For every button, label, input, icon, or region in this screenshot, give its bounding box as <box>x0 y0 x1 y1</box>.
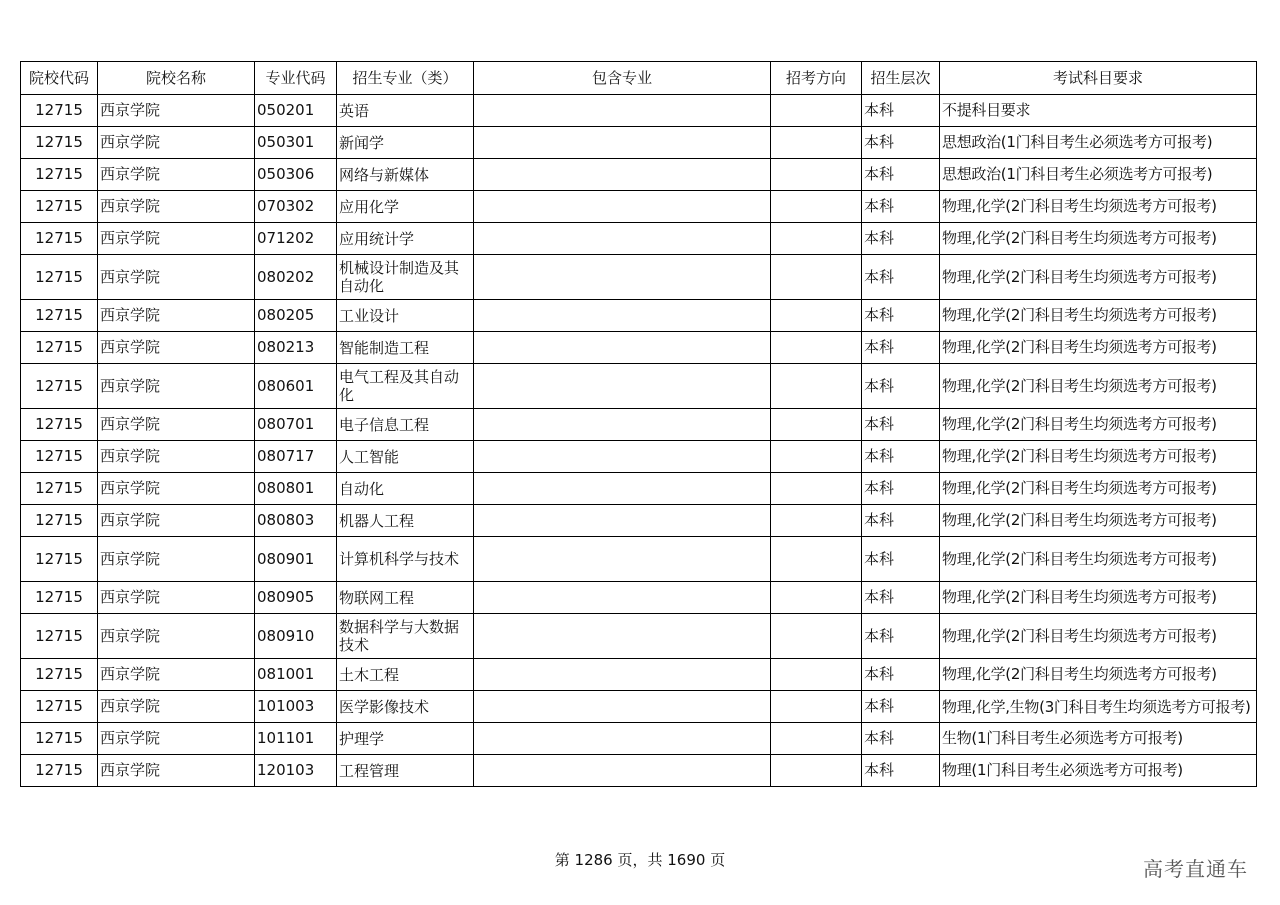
subject-requirement-cell: 物理,化学(2门科目考生均须选考方可报考) <box>940 659 1257 691</box>
school-code-cell: 12715 <box>21 473 98 505</box>
level-cell: 本科 <box>862 191 940 223</box>
direction-cell <box>771 127 862 159</box>
major-code-cell: 101003 <box>255 691 337 723</box>
table-body <box>21 95 1257 787</box>
level-cell: 本科 <box>862 364 940 409</box>
subject-requirement-cell: 物理,化学(2门科目考生均须选考方可报考) <box>940 505 1257 537</box>
table-row <box>21 659 1257 691</box>
major-code-cell: 080202 <box>255 255 337 300</box>
school-name-cell: 西京学院 <box>98 755 255 787</box>
major-code-cell: 050201 <box>255 95 337 127</box>
admission-table <box>20 61 1257 787</box>
school-code-cell: 12715 <box>21 755 98 787</box>
table-row <box>21 582 1257 614</box>
direction-cell <box>771 441 862 473</box>
school-code-cell: 12715 <box>21 614 98 659</box>
school-code-cell: 12715 <box>21 159 98 191</box>
subject-requirement-cell: 物理,化学(2门科目考生均须选考方可报考) <box>940 332 1257 364</box>
direction-cell <box>771 223 862 255</box>
school-name-cell: 西京学院 <box>98 582 255 614</box>
level-cell: 本科 <box>862 505 940 537</box>
level-cell: 本科 <box>862 332 940 364</box>
included-majors-cell <box>474 223 771 255</box>
watermark-text: 高考直通车 <box>1143 857 1248 881</box>
major-name-cell: 数据科学与大数据技术 <box>337 614 474 659</box>
included-majors-cell <box>474 332 771 364</box>
major-code-cell: 080910 <box>255 614 337 659</box>
included-majors-cell <box>474 364 771 409</box>
major-name-cell: 电气工程及其自动化 <box>337 364 474 409</box>
school-code-cell: 12715 <box>21 537 98 582</box>
major-name-cell: 计算机科学与技术 <box>337 537 474 582</box>
included-majors-cell <box>474 473 771 505</box>
table-row <box>21 614 1257 659</box>
included-majors-cell <box>474 441 771 473</box>
direction-cell <box>771 582 862 614</box>
direction-cell <box>771 755 862 787</box>
included-majors-cell <box>474 614 771 659</box>
major-code-cell: 080905 <box>255 582 337 614</box>
major-code-cell: 101101 <box>255 723 337 755</box>
subject-requirement-cell: 不提科目要求 <box>940 95 1257 127</box>
major-name-cell: 工程管理 <box>337 755 474 787</box>
major-code-cell: 080213 <box>255 332 337 364</box>
school-code-cell: 12715 <box>21 691 98 723</box>
level-cell: 本科 <box>862 159 940 191</box>
school-name-cell: 西京学院 <box>98 409 255 441</box>
table-row <box>21 127 1257 159</box>
included-majors-cell <box>474 755 771 787</box>
school-name-cell: 西京学院 <box>98 505 255 537</box>
table-row <box>21 191 1257 223</box>
table-row <box>21 364 1257 409</box>
table-row <box>21 505 1257 537</box>
school-name-cell: 西京学院 <box>98 537 255 582</box>
direction-cell <box>771 505 862 537</box>
direction-cell <box>771 691 862 723</box>
level-cell: 本科 <box>862 409 940 441</box>
subject-requirement-cell: 思想政治(1门科目考生必须选考方可报考) <box>940 127 1257 159</box>
school-name-cell: 西京学院 <box>98 223 255 255</box>
school-code-cell: 12715 <box>21 191 98 223</box>
table-row <box>21 300 1257 332</box>
header-subject-requirements: 考试科目要求 <box>940 62 1257 95</box>
direction-cell <box>771 409 862 441</box>
subject-requirement-cell: 物理(1门科目考生必须选考方可报考) <box>940 755 1257 787</box>
major-name-cell: 物联网工程 <box>337 582 474 614</box>
school-name-cell: 西京学院 <box>98 659 255 691</box>
level-cell: 本科 <box>862 473 940 505</box>
direction-cell <box>771 95 862 127</box>
included-majors-cell <box>474 300 771 332</box>
level-cell: 本科 <box>862 723 940 755</box>
included-majors-cell <box>474 723 771 755</box>
header-direction: 招考方向 <box>771 62 862 95</box>
included-majors-cell <box>474 537 771 582</box>
major-name-cell: 工业设计 <box>337 300 474 332</box>
included-majors-cell <box>474 582 771 614</box>
level-cell: 本科 <box>862 659 940 691</box>
level-cell: 本科 <box>862 223 940 255</box>
major-name-cell: 机械设计制造及其自动化 <box>337 255 474 300</box>
direction-cell <box>771 191 862 223</box>
major-code-cell: 080801 <box>255 473 337 505</box>
level-cell: 本科 <box>862 127 940 159</box>
school-name-cell: 西京学院 <box>98 614 255 659</box>
header-included-majors: 包含专业 <box>474 62 771 95</box>
included-majors-cell <box>474 409 771 441</box>
major-code-cell: 080803 <box>255 505 337 537</box>
table-row <box>21 159 1257 191</box>
included-majors-cell <box>474 505 771 537</box>
table-row <box>21 332 1257 364</box>
included-majors-cell <box>474 191 771 223</box>
school-name-cell: 西京学院 <box>98 300 255 332</box>
major-code-cell: 080901 <box>255 537 337 582</box>
subject-requirement-cell: 物理,化学(2门科目考生均须选考方可报考) <box>940 223 1257 255</box>
level-cell: 本科 <box>862 691 940 723</box>
direction-cell <box>771 659 862 691</box>
included-majors-cell <box>474 127 771 159</box>
direction-cell <box>771 159 862 191</box>
subject-requirement-cell: 物理,化学(2门科目考生均须选考方可报考) <box>940 409 1257 441</box>
level-cell: 本科 <box>862 95 940 127</box>
direction-cell <box>771 300 862 332</box>
major-name-cell: 应用统计学 <box>337 223 474 255</box>
direction-cell <box>771 614 862 659</box>
school-name-cell: 西京学院 <box>98 473 255 505</box>
included-majors-cell <box>474 255 771 300</box>
school-code-cell: 12715 <box>21 723 98 755</box>
table-row <box>21 755 1257 787</box>
direction-cell <box>771 332 862 364</box>
level-cell: 本科 <box>862 255 940 300</box>
level-cell: 本科 <box>862 755 940 787</box>
subject-requirement-cell: 物理,化学(2门科目考生均须选考方可报考) <box>940 537 1257 582</box>
header-major-code: 专业代码 <box>255 62 337 95</box>
major-name-cell: 护理学 <box>337 723 474 755</box>
major-name-cell: 自动化 <box>337 473 474 505</box>
school-code-cell: 12715 <box>21 364 98 409</box>
direction-cell <box>771 364 862 409</box>
major-name-cell: 智能制造工程 <box>337 332 474 364</box>
major-name-cell: 英语 <box>337 95 474 127</box>
major-name-cell: 网络与新媒体 <box>337 159 474 191</box>
subject-requirement-cell: 物理,化学(2门科目考生均须选考方可报考) <box>940 364 1257 409</box>
header-school-code: 院校代码 <box>21 62 98 95</box>
school-name-cell: 西京学院 <box>98 332 255 364</box>
school-name-cell: 西京学院 <box>98 441 255 473</box>
level-cell: 本科 <box>862 441 940 473</box>
included-majors-cell <box>474 691 771 723</box>
subject-requirement-cell: 物理,化学(2门科目考生均须选考方可报考) <box>940 582 1257 614</box>
subject-requirement-cell: 生物(1门科目考生必须选考方可报考) <box>940 723 1257 755</box>
major-name-cell: 土木工程 <box>337 659 474 691</box>
school-code-cell: 12715 <box>21 505 98 537</box>
major-code-cell: 071202 <box>255 223 337 255</box>
subject-requirement-cell: 物理,化学(2门科目考生均须选考方可报考) <box>940 255 1257 300</box>
subject-requirement-cell: 物理,化学(2门科目考生均须选考方可报考) <box>940 191 1257 223</box>
school-code-cell: 12715 <box>21 95 98 127</box>
level-cell: 本科 <box>862 614 940 659</box>
table-row <box>21 537 1257 582</box>
school-name-cell: 西京学院 <box>98 159 255 191</box>
major-name-cell: 机器人工程 <box>337 505 474 537</box>
major-code-cell: 081001 <box>255 659 337 691</box>
subject-requirement-cell: 物理,化学,生物(3门科目考生均须选考方可报考) <box>940 691 1257 723</box>
table-row <box>21 441 1257 473</box>
major-code-cell: 120103 <box>255 755 337 787</box>
header-school-name: 院校名称 <box>98 62 255 95</box>
subject-requirement-cell: 物理,化学(2门科目考生均须选考方可报考) <box>940 441 1257 473</box>
page-number: 第 1286 页，共 1690 页 <box>554 851 726 869</box>
header-major: 招生专业（类） <box>337 62 474 95</box>
table-row <box>21 691 1257 723</box>
table-row <box>21 723 1257 755</box>
included-majors-cell <box>474 95 771 127</box>
included-majors-cell <box>474 159 771 191</box>
direction-cell <box>771 537 862 582</box>
level-cell: 本科 <box>862 537 940 582</box>
major-code-cell: 050306 <box>255 159 337 191</box>
major-name-cell: 电子信息工程 <box>337 409 474 441</box>
level-cell: 本科 <box>862 582 940 614</box>
major-code-cell: 080717 <box>255 441 337 473</box>
school-code-cell: 12715 <box>21 332 98 364</box>
included-majors-cell <box>474 659 771 691</box>
major-code-cell: 080601 <box>255 364 337 409</box>
school-name-cell: 西京学院 <box>98 127 255 159</box>
major-code-cell: 080205 <box>255 300 337 332</box>
table-row <box>21 223 1257 255</box>
major-code-cell: 070302 <box>255 191 337 223</box>
header-level: 招生层次 <box>862 62 940 95</box>
major-name-cell: 应用化学 <box>337 191 474 223</box>
major-code-cell: 080701 <box>255 409 337 441</box>
school-code-cell: 12715 <box>21 300 98 332</box>
school-code-cell: 12715 <box>21 223 98 255</box>
table-row <box>21 473 1257 505</box>
table-row <box>21 409 1257 441</box>
direction-cell <box>771 723 862 755</box>
direction-cell <box>771 473 862 505</box>
subject-requirement-cell: 物理,化学(2门科目考生均须选考方可报考) <box>940 614 1257 659</box>
school-name-cell: 西京学院 <box>98 723 255 755</box>
school-code-cell: 12715 <box>21 659 98 691</box>
table-row <box>21 255 1257 300</box>
table-header-row <box>21 62 1257 95</box>
direction-cell <box>771 255 862 300</box>
level-cell: 本科 <box>862 300 940 332</box>
major-code-cell: 050301 <box>255 127 337 159</box>
major-name-cell: 医学影像技术 <box>337 691 474 723</box>
school-code-cell: 12715 <box>21 441 98 473</box>
school-name-cell: 西京学院 <box>98 364 255 409</box>
school-code-cell: 12715 <box>21 582 98 614</box>
subject-requirement-cell: 物理,化学(2门科目考生均须选考方可报考) <box>940 300 1257 332</box>
subject-requirement-cell: 物理,化学(2门科目考生均须选考方可报考) <box>940 473 1257 505</box>
school-name-cell: 西京学院 <box>98 255 255 300</box>
school-code-cell: 12715 <box>21 409 98 441</box>
school-code-cell: 12715 <box>21 127 98 159</box>
school-code-cell: 12715 <box>21 255 98 300</box>
subject-requirement-cell: 思想政治(1门科目考生必须选考方可报考) <box>940 159 1257 191</box>
table-row <box>21 95 1257 127</box>
school-name-cell: 西京学院 <box>98 691 255 723</box>
major-name-cell: 人工智能 <box>337 441 474 473</box>
school-name-cell: 西京学院 <box>98 95 255 127</box>
major-name-cell: 新闻学 <box>337 127 474 159</box>
school-name-cell: 西京学院 <box>98 191 255 223</box>
